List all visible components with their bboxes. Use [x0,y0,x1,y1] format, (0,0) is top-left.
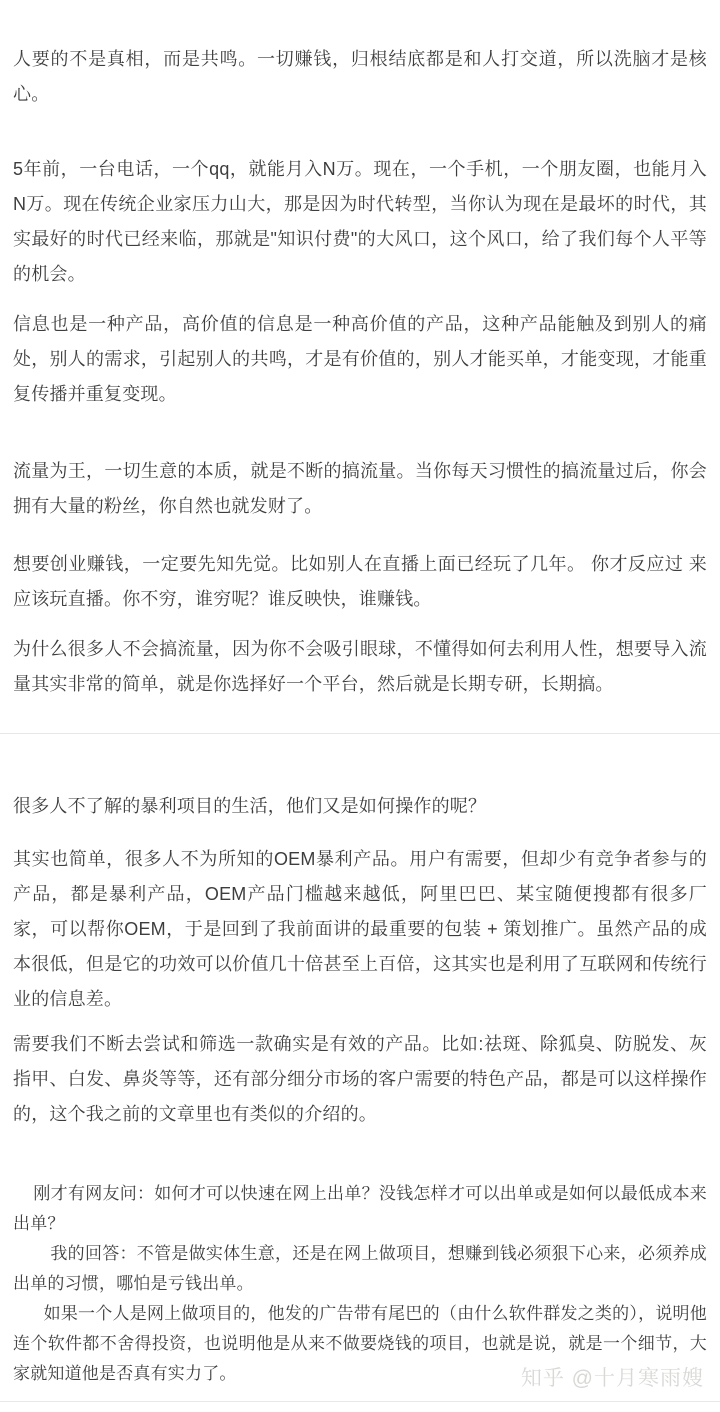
paragraph: 人要的不是真相，而是共鸣。一切赚钱，归根结底都是和人打交道，所以洗脑才是核心。 [13,49,707,104]
qa-section [13,1179,707,1389]
paragraph: 流量为王，一切生意的本质，就是不断的搞流量。当你每天习惯性的搞流量过后，你会拥有大量的粉丝，你自然也就发财了。 [13,461,707,516]
paragraph: 其实也简单，很多人不为所知的OEM暴利产品。用户有需要，但却少有竞争者参与的产品，都是暴利产品，OEM产品门槛越来越低，阿里巴巴、某宝随便搜都有很多厂家，可以帮你OEM，于是回到了我前面讲的最重要的包装 + 策划推广。虽然产品的成本很低，但是它的功效可以价值几十倍甚至上百倍，这其实也是利用了互联网和传统行业的信息差。 [13,849,707,1009]
paragraph: 刚才有网友问：如何才可以快速在网上出单？没钱怎样才可以出单或是如何以最低成本来出单？ [13,1184,707,1233]
paragraph: 5年前，一台电话，一个qq，就能月入N万。现在，一个手机，一个朋友圈，也能月入N万。现在传统企业家压力山大，那是因为时代转型，当你认为现在是最坏的时代，其实最好的时代已经来临，那就是"知识付费"的大风口，这个风口，给了我们每个人平等的机会。 [13,159,707,284]
section-divider [0,733,720,734]
paragraph: 需要我们不断去尝试和筛选一款确实是有效的产品。比如:祛斑、除狐臭、防脱发、灰指甲、白发、鼻炎等等，还有部分细分市场的客户需要的特色产品，都是可以这样操作的，这个我之前的文章里也有类似的介绍的。 [13,1034,707,1124]
paragraph: 我的回答：不管是做实体生意，还是在网上做项目，想赚到钱必须狠下心来，必须养成出单的习惯，哪怕是亏钱出单。 [13,1244,707,1293]
paragraph: 信息也是一种产品，高价值的信息是一种高价值的产品，这种产品能触及到别人的痛处，别人的需求，引起别人的共鸣，才是有价值的，别人才能买单，才能变现，才能重复传播并重复变现。 [13,314,707,404]
zhihu-watermark: 知乎 @十月寒雨嫂 [520,1367,704,1390]
paragraph: 想要创业赚钱，一定要先知先觉。比如别人在直播上面已经玩了几年。 你才反应过 来应该玩直播。你不穷，谁穷呢？谁反映快，谁赚钱。 [13,554,707,609]
paragraph: 为什么很多人不会搞流量，因为你不会吸引眼球，不懂得如何去利用人性，想要导入流量其实非常的简单，就是你选择好一个平台，然后就是长期专研，长期搞。 [13,639,707,694]
paragraph: 很多人不了解的暴利项目的生活，他们又是如何操作的呢？ [13,796,487,816]
bottom-divider [0,1401,720,1402]
paragraph: 如果一个人是网上做项目的，他发的广告带有尾巴的（由什么软件群发之类的），说明他连个软件都不舍得投资，也说明他是从来不做要烧钱的项目，也就是说，就是一个细节，大家就知道他是否真有实力了。 [13,1304,707,1383]
